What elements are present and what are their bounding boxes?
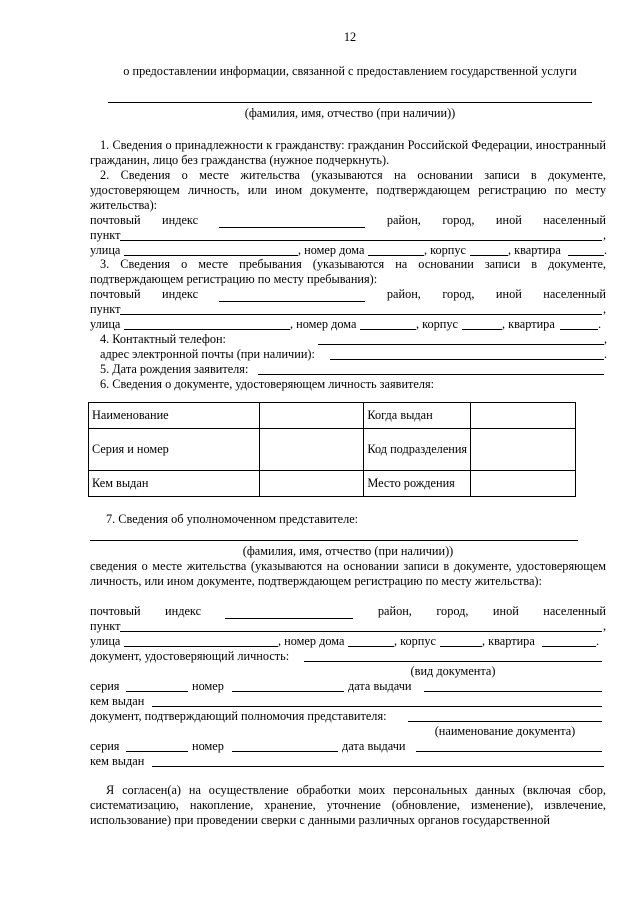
dot: . <box>598 317 602 331</box>
stay-house-field[interactable] <box>360 329 416 330</box>
number-label: номер <box>192 739 224 753</box>
birthdate-field[interactable] <box>258 374 604 375</box>
dot: . <box>604 243 608 257</box>
section-2-residence: 2. Сведения о месте жительства (указываются на основании записи в документе, удостоверяющем личность, или ином документе, подтверждающем регистрацию по месту жительства): <box>90 168 606 213</box>
rep-residence-text: сведения о месте жительства (указываются на основании записи в документе, удостоверяющем личность, или ином документе, подтверждающем регистрацию по месту жительства): <box>90 559 606 589</box>
cell-issued-by-value[interactable] <box>259 471 364 497</box>
postal-label: почтовый <box>90 287 141 301</box>
dot: . <box>596 634 600 648</box>
cell-when-issued-label: Когда выдан <box>364 403 471 429</box>
street-label: улица <box>90 634 121 648</box>
city-label: город, <box>442 213 475 227</box>
residence-index-field[interactable] <box>219 215 365 228</box>
stay-index-row <box>90 287 606 302</box>
postal-label: почтовый <box>90 604 141 618</box>
email-label: адрес электронной почты (при наличии): <box>100 347 315 361</box>
cell-division-label: Код подразделения <box>364 429 471 471</box>
issue-date-label: дата выдачи <box>342 739 406 753</box>
comma: , <box>604 332 608 346</box>
rep-street-field[interactable] <box>124 646 278 647</box>
cell-name-value[interactable] <box>259 403 364 429</box>
city-label: город, <box>436 604 469 618</box>
district-label: район, <box>377 604 412 618</box>
rep-apartment-field[interactable] <box>542 646 596 647</box>
doc-name-caption: (наименование документа) <box>434 724 576 738</box>
other-label: иной <box>495 213 522 227</box>
section-7-representative: 7. Сведения об уполномоченном представителе: <box>106 512 359 526</box>
dot: . <box>604 347 608 361</box>
settlement-label: населенный <box>543 287 606 301</box>
residence-street-field[interactable] <box>124 255 298 256</box>
id-document-table <box>88 402 576 497</box>
id-doc-label: документ, удостоверяющий личность: <box>90 649 290 663</box>
stay-point-field[interactable] <box>120 314 602 315</box>
rep-house-field[interactable] <box>348 646 394 647</box>
house-label: , номер дома <box>278 634 345 648</box>
series-label: серия <box>90 739 120 753</box>
auth-issue-date-field[interactable] <box>416 751 602 752</box>
email-field[interactable] <box>330 359 604 360</box>
issued-by-label: кем выдан <box>90 694 145 708</box>
phone-field[interactable] <box>318 344 604 345</box>
other-label: иной <box>495 287 522 301</box>
series-label: серия <box>90 679 120 693</box>
house-label: , номер дома <box>298 243 365 257</box>
other-label: иной <box>492 604 519 618</box>
rep-building-field[interactable] <box>440 646 482 647</box>
rep-point-field[interactable] <box>120 631 602 632</box>
point-label: пункт <box>90 302 121 316</box>
district-label: район, <box>386 213 421 227</box>
rep-fio-caption: (фамилия, имя, отчество (при наличии)) <box>242 544 454 558</box>
fio-caption: (фамилия, имя, отчество (при наличии)) <box>244 106 456 120</box>
residence-index-row <box>90 213 606 228</box>
residence-building-field[interactable] <box>470 255 508 256</box>
birthdate-label: 5. Дата рождения заявителя: <box>100 362 249 376</box>
stay-apartment-field[interactable] <box>560 329 598 330</box>
cell-when-issued-value[interactable] <box>471 403 576 429</box>
auth-issued-by-field[interactable] <box>152 766 604 767</box>
street-label: улица <box>90 317 121 331</box>
cell-name-label: Наименование <box>89 403 260 429</box>
rep-series-field[interactable] <box>126 691 188 692</box>
house-label: , номер дома <box>290 317 357 331</box>
residence-point-field[interactable] <box>120 240 602 241</box>
point-label: пункт <box>90 228 121 242</box>
cell-division-value[interactable] <box>471 429 576 471</box>
postal-label: почтовый <box>90 213 141 227</box>
page-number: 12 <box>343 30 357 44</box>
building-label: , корпус <box>424 243 466 257</box>
building-label: , корпус <box>394 634 436 648</box>
index-label: индекс <box>165 604 202 618</box>
residence-apartment-field[interactable] <box>568 255 604 256</box>
city-label: город, <box>442 287 475 301</box>
stay-index-field[interactable] <box>219 289 365 302</box>
rep-fio-line[interactable] <box>90 540 578 541</box>
residence-house-field[interactable] <box>368 255 424 256</box>
cell-birth-place-value[interactable] <box>471 471 576 497</box>
building-label: , корпус <box>416 317 458 331</box>
section-3-stay: 3. Сведения о месте пребывания (указываются на основании записи в документе, подтверждающем регистрацию по месту пребывания): <box>90 257 606 287</box>
comma: , <box>603 619 607 633</box>
issue-date-label: дата выдачи <box>348 679 412 693</box>
point-label: пункт <box>90 619 121 633</box>
applicant-fio-line[interactable] <box>108 102 592 103</box>
rep-index-field[interactable] <box>225 606 353 619</box>
comma: , <box>603 228 607 242</box>
consent-text: Я согласен(а) на осуществление обработки моих персональных данных (включая сбор, систематизацию, накопление, хранение, уточнение (обновление, изменение), извлечение, использование) при проведении сверки с данными различных органов государственной <box>90 783 606 828</box>
cell-birth-place-label: Место рождения <box>364 471 471 497</box>
header-line: о предоставлении информации, связанной с предоставлением государственной услуги <box>123 64 577 78</box>
section-6-id-doc: 6. Сведения о документе, удостоверяющем личность заявителя: <box>100 377 435 391</box>
apartment-label: , квартира <box>508 243 561 257</box>
apartment-label: , квартира <box>482 634 535 648</box>
settlement-label: населенный <box>543 604 606 618</box>
rep-index-row <box>90 604 606 619</box>
phone-label: 4. Контактный телефон: <box>100 332 226 346</box>
auth-number-field[interactable] <box>232 751 338 752</box>
rep-number-field[interactable] <box>232 691 344 692</box>
apartment-label: , квартира <box>502 317 555 331</box>
number-label: номер <box>192 679 224 693</box>
rep-issued-by-field[interactable] <box>152 706 602 707</box>
stay-building-field[interactable] <box>462 329 502 330</box>
cell-series-label: Серия и номер <box>89 429 260 471</box>
authority-doc-label: документ, подтверждающий полномочия представителя: <box>90 709 387 723</box>
comma: , <box>603 302 607 316</box>
doc-type-caption: (вид документа) <box>410 664 496 678</box>
auth-series-field[interactable] <box>126 751 188 752</box>
cell-issued-by-label: Кем выдан <box>89 471 260 497</box>
rep-id-doc-field[interactable] <box>304 661 602 662</box>
authority-doc-field[interactable] <box>408 721 602 722</box>
issued-by-label: кем выдан <box>90 754 145 768</box>
section-1-citizenship: 1. Сведения о принадлежности к гражданству: гражданин Российской Федерации, иностранный гражданин, лицо без гражданства (нужное подчеркнуть). <box>90 138 606 168</box>
rep-issue-date-field[interactable] <box>424 691 602 692</box>
district-label: район, <box>386 287 421 301</box>
street-label: улица <box>90 243 121 257</box>
stay-street-field[interactable] <box>124 329 290 330</box>
cell-series-value[interactable] <box>259 429 364 471</box>
index-label: индекс <box>162 213 199 227</box>
settlement-label: населенный <box>543 213 606 227</box>
index-label: индекс <box>162 287 199 301</box>
